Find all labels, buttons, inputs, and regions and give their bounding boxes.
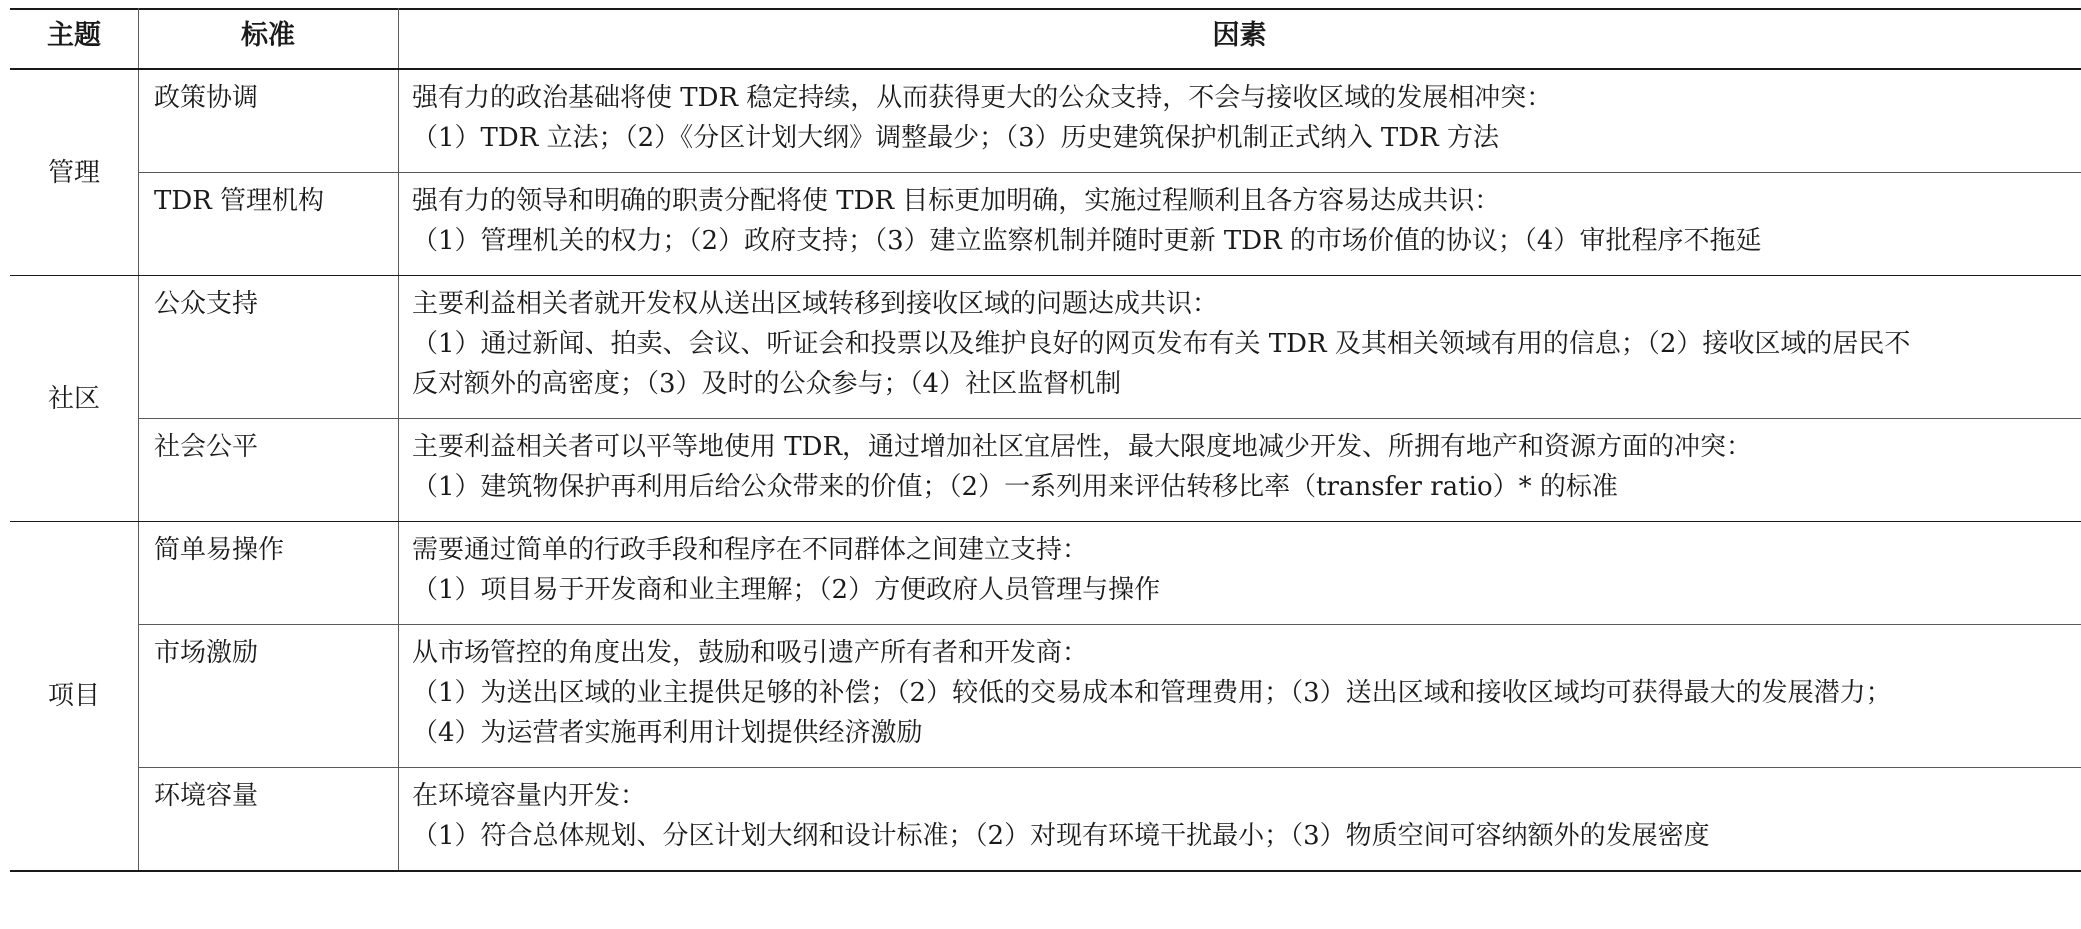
column-divider-1 [138,70,139,275]
header-topic: 主题 [47,20,101,51]
header-divider-1 [138,8,139,68]
column-divider-2 [398,276,399,521]
row-separator [138,767,2081,768]
factor-line: 强有力的领导和明确的职责分配将使 TDR 目标更加明确，实施过程顺利且各方容易达成共识： [412,186,1501,216]
factor-line: 从市场管控的角度出发，鼓励和吸引遗产所有者和开发商： [412,638,1089,668]
topic-cell: 项目 [47,681,100,711]
topic-cell: 社区 [47,383,100,414]
factor-line: 强有力的政治基础将使 TDR 稳定持续，从而获得更大的公众支持，不会与接收区域的发展相冲突： [412,83,1553,113]
criterion-cell: 社会公平 [154,432,259,462]
factor-line: （1）TDR 立法；（2）《分区计划大纲》调整最少；（3）历史建筑保护机制正式纳入 TDR 方法 [412,123,1499,153]
row-separator [138,624,2081,625]
factor-line: （1）为送出区域的业主提供足够的补偿；（2）较低的交易成本和管理费用；（3）送出区域和接收区域均可获得最大的发展潜力； [412,678,1892,708]
row-separator [138,172,2081,173]
column-divider-2 [398,70,399,275]
factor-line: 需要通过简单的行政手段和程序在不同群体之间建立支持： [412,535,1089,565]
factor-line: 在环境容量内开发： [412,781,647,811]
criterion-cell: 环境容量 [154,781,259,811]
group-separator [10,521,2081,522]
factor-line: （1）管理机关的权力；（2）政府支持；（3）建立监察机制并随时更新 TDR 的市场价值的协议；（4）审批程序不拖延 [412,226,1762,256]
header-rule [10,68,2081,70]
header-criterion: 标准 [241,20,295,51]
header-divider-2 [398,8,399,68]
column-divider-1 [138,522,139,870]
group-separator [10,275,2081,276]
factor-line: （4）为运营者实施再利用计划提供经济激励 [412,718,923,748]
criterion-cell: 市场激励 [154,638,259,668]
factor-line: （1）通过新闻、拍卖、会议、听证会和投票以及维护良好的网页发布有关 TDR 及其相关领域有用的信息；（2）接收区域的居民不 [412,329,1911,359]
criterion-cell: TDR 管理机构 [154,186,325,216]
factor-line: 主要利益相关者就开发权从送出区域转移到接收区域的问题达成共识： [412,289,1219,319]
column-divider-2 [398,522,399,870]
factor-line: （1）项目易于开发商和业主理解；（2）方便政府人员管理与操作 [412,575,1161,605]
factor-line: 主要利益相关者可以平等地使用 TDR，通过增加社区宜居性，最大限度地减少开发、所拥有地产和资源方面的冲突： [412,432,1753,462]
row-separator [138,418,2081,419]
factor-line: （1）建筑物保护再利用后给公众带来的价值；（2）一系列用来评估转移比率（transfer ratio）* 的标准 [412,472,1618,502]
topic-cell: 管理 [47,157,100,188]
table-top-rule [10,8,2081,10]
criterion-cell: 政策协调 [154,83,259,113]
factor-line: （1）符合总体规划、分区计划大纲和设计标准；（2）对现有环境干扰最小；（3）物质空间可容纳额外的发展密度 [412,821,1710,851]
factor-line: 反对额外的高密度；（3）及时的公众参与；（4）社区监督机制 [412,369,1122,399]
header-factors: 因素 [1212,20,1267,51]
criterion-cell: 公众支持 [154,289,259,319]
table-bottom-rule [10,870,2081,872]
criterion-cell: 简单易操作 [154,535,285,565]
column-divider-1 [138,276,139,521]
